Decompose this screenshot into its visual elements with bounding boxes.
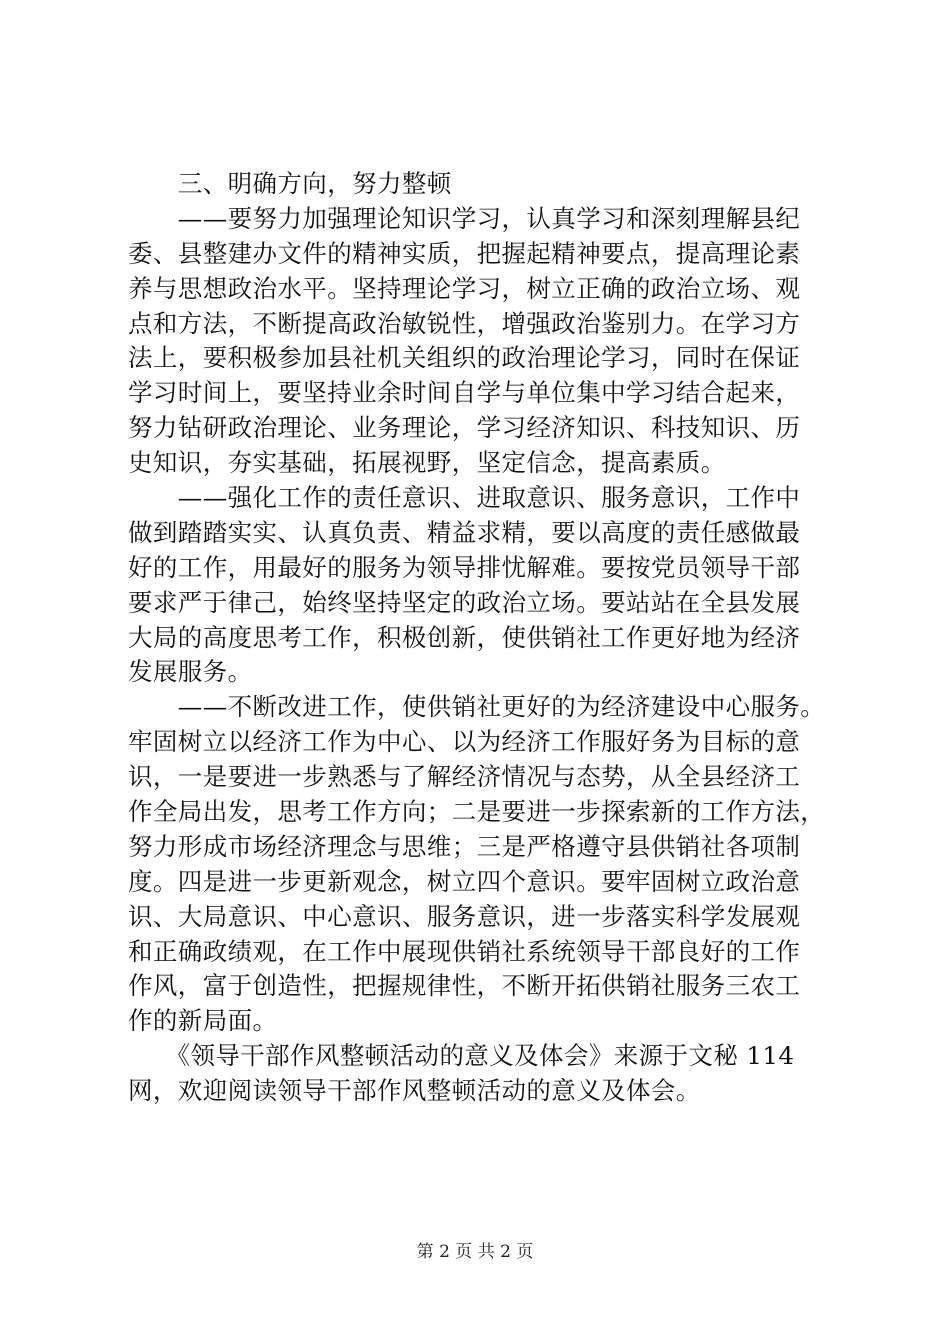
paragraph-line: 发展服务。	[128, 657, 253, 687]
document-body	[128, 167, 844, 1109]
paragraph-line: 做到踏踏实实、认真负责、精益求精，要以高度的责任感做最	[128, 517, 801, 547]
paragraph-line: 养与思想政治水平。坚持理论学习，树立正确的政治立场、观	[128, 273, 801, 303]
paragraph-line: 委、县整建办文件的精神实质，把握起精神要点，提高理论素	[128, 238, 801, 268]
paragraph-line: ——不断改进工作，使供销社更好的为经济建设中心服务。	[128, 692, 826, 722]
paragraph-line: 法上，要积极参加县社机关组织的政治理论学习，同时在保证	[128, 343, 801, 373]
heading-section-three: 三、明确方向，努力整顿	[128, 169, 452, 198]
page-number-footer: 第 2 页 共 2 页	[416, 1242, 534, 1262]
paragraph-line: 牢固树立以经济工作为中心、以为经济工作服好务为目标的意	[128, 727, 801, 757]
source-note-line: 《领导干部作风整顿活动的意义及体会》来源于文秘 114	[128, 1041, 795, 1071]
paragraph-line: 识，一是要进一步熟悉与了解经济情况与态势，从全县经济工	[128, 762, 801, 792]
source-note-line: 网，欢迎阅读领导干部作风整顿活动的意义及体会。	[128, 1076, 701, 1106]
paragraph-line: 大局的高度思考工作，积极创新，使供销社工作更好地为经济	[128, 622, 801, 652]
paragraph-line: 作全局出发，思考工作方向；二是要进一步探索新的工作方法，	[128, 797, 826, 827]
paragraph-line: 努力形成市场经济理念与思维；三是严格遵守县供销社各项制	[128, 831, 801, 861]
paragraph-line: 度。四是进一步更新观念，树立四个意识。要牢固树立政治意	[128, 866, 801, 896]
paragraph-line: ——要努力加强理论知识学习，认真学习和深刻理解县纪	[128, 203, 801, 233]
paragraph-line: ——强化工作的责任意识、进取意识、服务意识，工作中	[128, 483, 801, 513]
paragraph-line: 好的工作，用最好的服务为领导排忧解难。要按党员领导干部	[128, 552, 801, 582]
paragraph-line: 要求严于律己，始终坚持坚定的政治立场。要站站在全县发展	[128, 587, 801, 617]
paragraph-line: 史知识，夯实基础，拓展视野，坚定信念，提高素质。	[128, 448, 726, 478]
paragraph-line: 点和方法，不断提高政治敏锐性，增强政治鉴别力。在学习方	[128, 308, 801, 338]
paragraph-line: 作的新局面。	[128, 1006, 278, 1036]
paragraph-line: 和正确政绩观，在工作中展现供销社系统领导干部良好的工作	[128, 936, 801, 966]
paragraph-line: 努力钻研政治理论、业务理论，学习经济知识、科技知识、历	[128, 413, 801, 443]
paragraph-line: 识、大局意识、中心意识、服务意识，进一步落实科学发展观	[128, 901, 801, 931]
paragraph-line: 学习时间上，要坚持业余时间自学与单位集中学习结合起来，	[128, 378, 801, 408]
paragraph-line: 作风，富于创造性，把握规律性，不断开拓供销社服务三农工	[128, 971, 801, 1001]
